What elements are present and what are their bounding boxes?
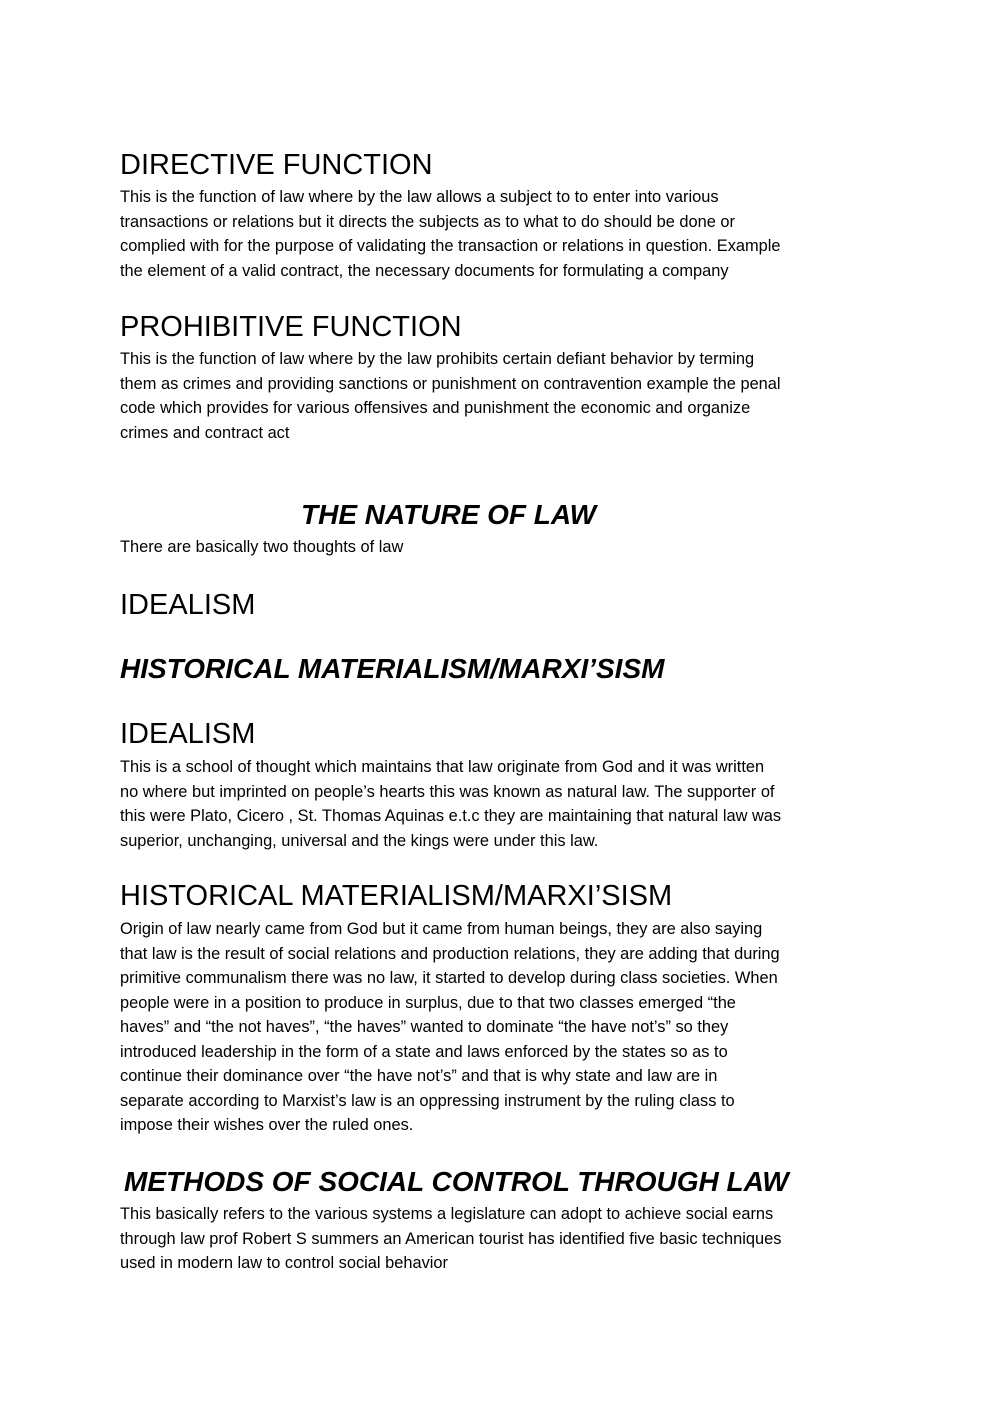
paragraph-nature-intro: There are basically two thoughts of law bbox=[120, 538, 404, 556]
paragraph-prohibitive-function bbox=[120, 347, 781, 445]
paragraph-line: This is the function of law where by the law allows a subject to to enter into various bbox=[120, 188, 719, 206]
paragraph-line: people were in a position to produce in surplus, due to that two classes emerged “the bbox=[120, 993, 736, 1012]
paragraph-line: This is the function of law where by the law prohibits certain defiant behavior by terming bbox=[120, 350, 755, 368]
paragraph-line: used in modern law to control social behavior bbox=[120, 1254, 448, 1272]
paragraph-line: This is a school of thought which maintains that law originate from God and it was written bbox=[120, 758, 765, 776]
heading-prohibitive-function: PROHIBITIVE FUNCTION bbox=[120, 311, 462, 343]
paragraph-historical-materialism bbox=[120, 917, 780, 1138]
paragraph-line: introduced leadership in the form of a state and laws enforced by the states so as to bbox=[120, 1042, 728, 1061]
paragraph-line: haves” and “the not haves”, “the haves” wanted to dominate “the have not’s” so they bbox=[120, 1018, 729, 1036]
heading-historical-materialism: HISTORICAL MATERIALISM/MARXI’SISM bbox=[120, 880, 673, 912]
paragraph-line: This basically refers to the various systems a legislature can adopt to achieve social earns bbox=[120, 1205, 774, 1223]
heading-idealism: IDEALISM bbox=[120, 718, 256, 750]
heading-methods-of-social-control: METHODS OF SOCIAL CONTROL THROUGH LAW bbox=[124, 1166, 789, 1197]
paragraph-methods-of-social-control bbox=[120, 1202, 781, 1276]
paragraph-line: impose their wishes over the ruled ones. bbox=[120, 1116, 414, 1134]
paragraph-line: continue their dominance over “the have not’s” and that is why state and law are in bbox=[120, 1067, 718, 1085]
paragraph-line: through law prof Robert S summers an American tourist has identified five basic techniques bbox=[120, 1229, 782, 1248]
paragraph-line: them as crimes and providing sanctions or punishment on contravention example the penal bbox=[120, 374, 781, 393]
paragraph-line: superior, unchanging, universal and the kings were under this law. bbox=[120, 831, 599, 850]
paragraph-directive-function bbox=[120, 185, 781, 283]
paragraph-line: transactions or relations but it directs the subjects as to what to do should be done or bbox=[120, 212, 736, 231]
paragraph-line: separate according to Marxist’s law is an oppressing instrument by the ruling class to bbox=[120, 1091, 735, 1110]
paragraph-line: this were Plato, Cicero , St. Thomas Aquinas e.t.c they are maintaining that natural law was bbox=[120, 807, 782, 825]
paragraph-line: Origin of law nearly came from God but it came from human beings, they are also saying bbox=[120, 920, 763, 938]
heading-nature-of-law: THE NATURE OF LAW bbox=[301, 499, 597, 530]
paragraph-idealism bbox=[120, 755, 781, 853]
heading-materialism-list-item: HISTORICAL MATERIALISM/MARXI’SISM bbox=[120, 653, 665, 684]
paragraph-line: the element of a valid contract, the necessary documents for formulating a company bbox=[120, 261, 729, 280]
paragraph-line: complied with for the purpose of validating the transaction or relations in question. Example bbox=[120, 237, 781, 255]
heading-idealism-list-item: IDEALISM bbox=[120, 589, 256, 621]
paragraph-line: primitive communalism there was no law, it started to develop during class societies. When bbox=[120, 969, 778, 987]
paragraph-line: that law is the result of social relations and production relations, they are adding that during bbox=[120, 944, 780, 963]
heading-directive-function: DIRECTIVE FUNCTION bbox=[120, 149, 433, 181]
paragraph-line: code which provides for various offensives and punishment the economic and organize bbox=[120, 399, 751, 417]
paragraph-line: no where but imprinted on people’s hearts this was known as natural law. The supporter of bbox=[120, 782, 775, 801]
paragraph-line: crimes and contract act bbox=[120, 423, 290, 442]
